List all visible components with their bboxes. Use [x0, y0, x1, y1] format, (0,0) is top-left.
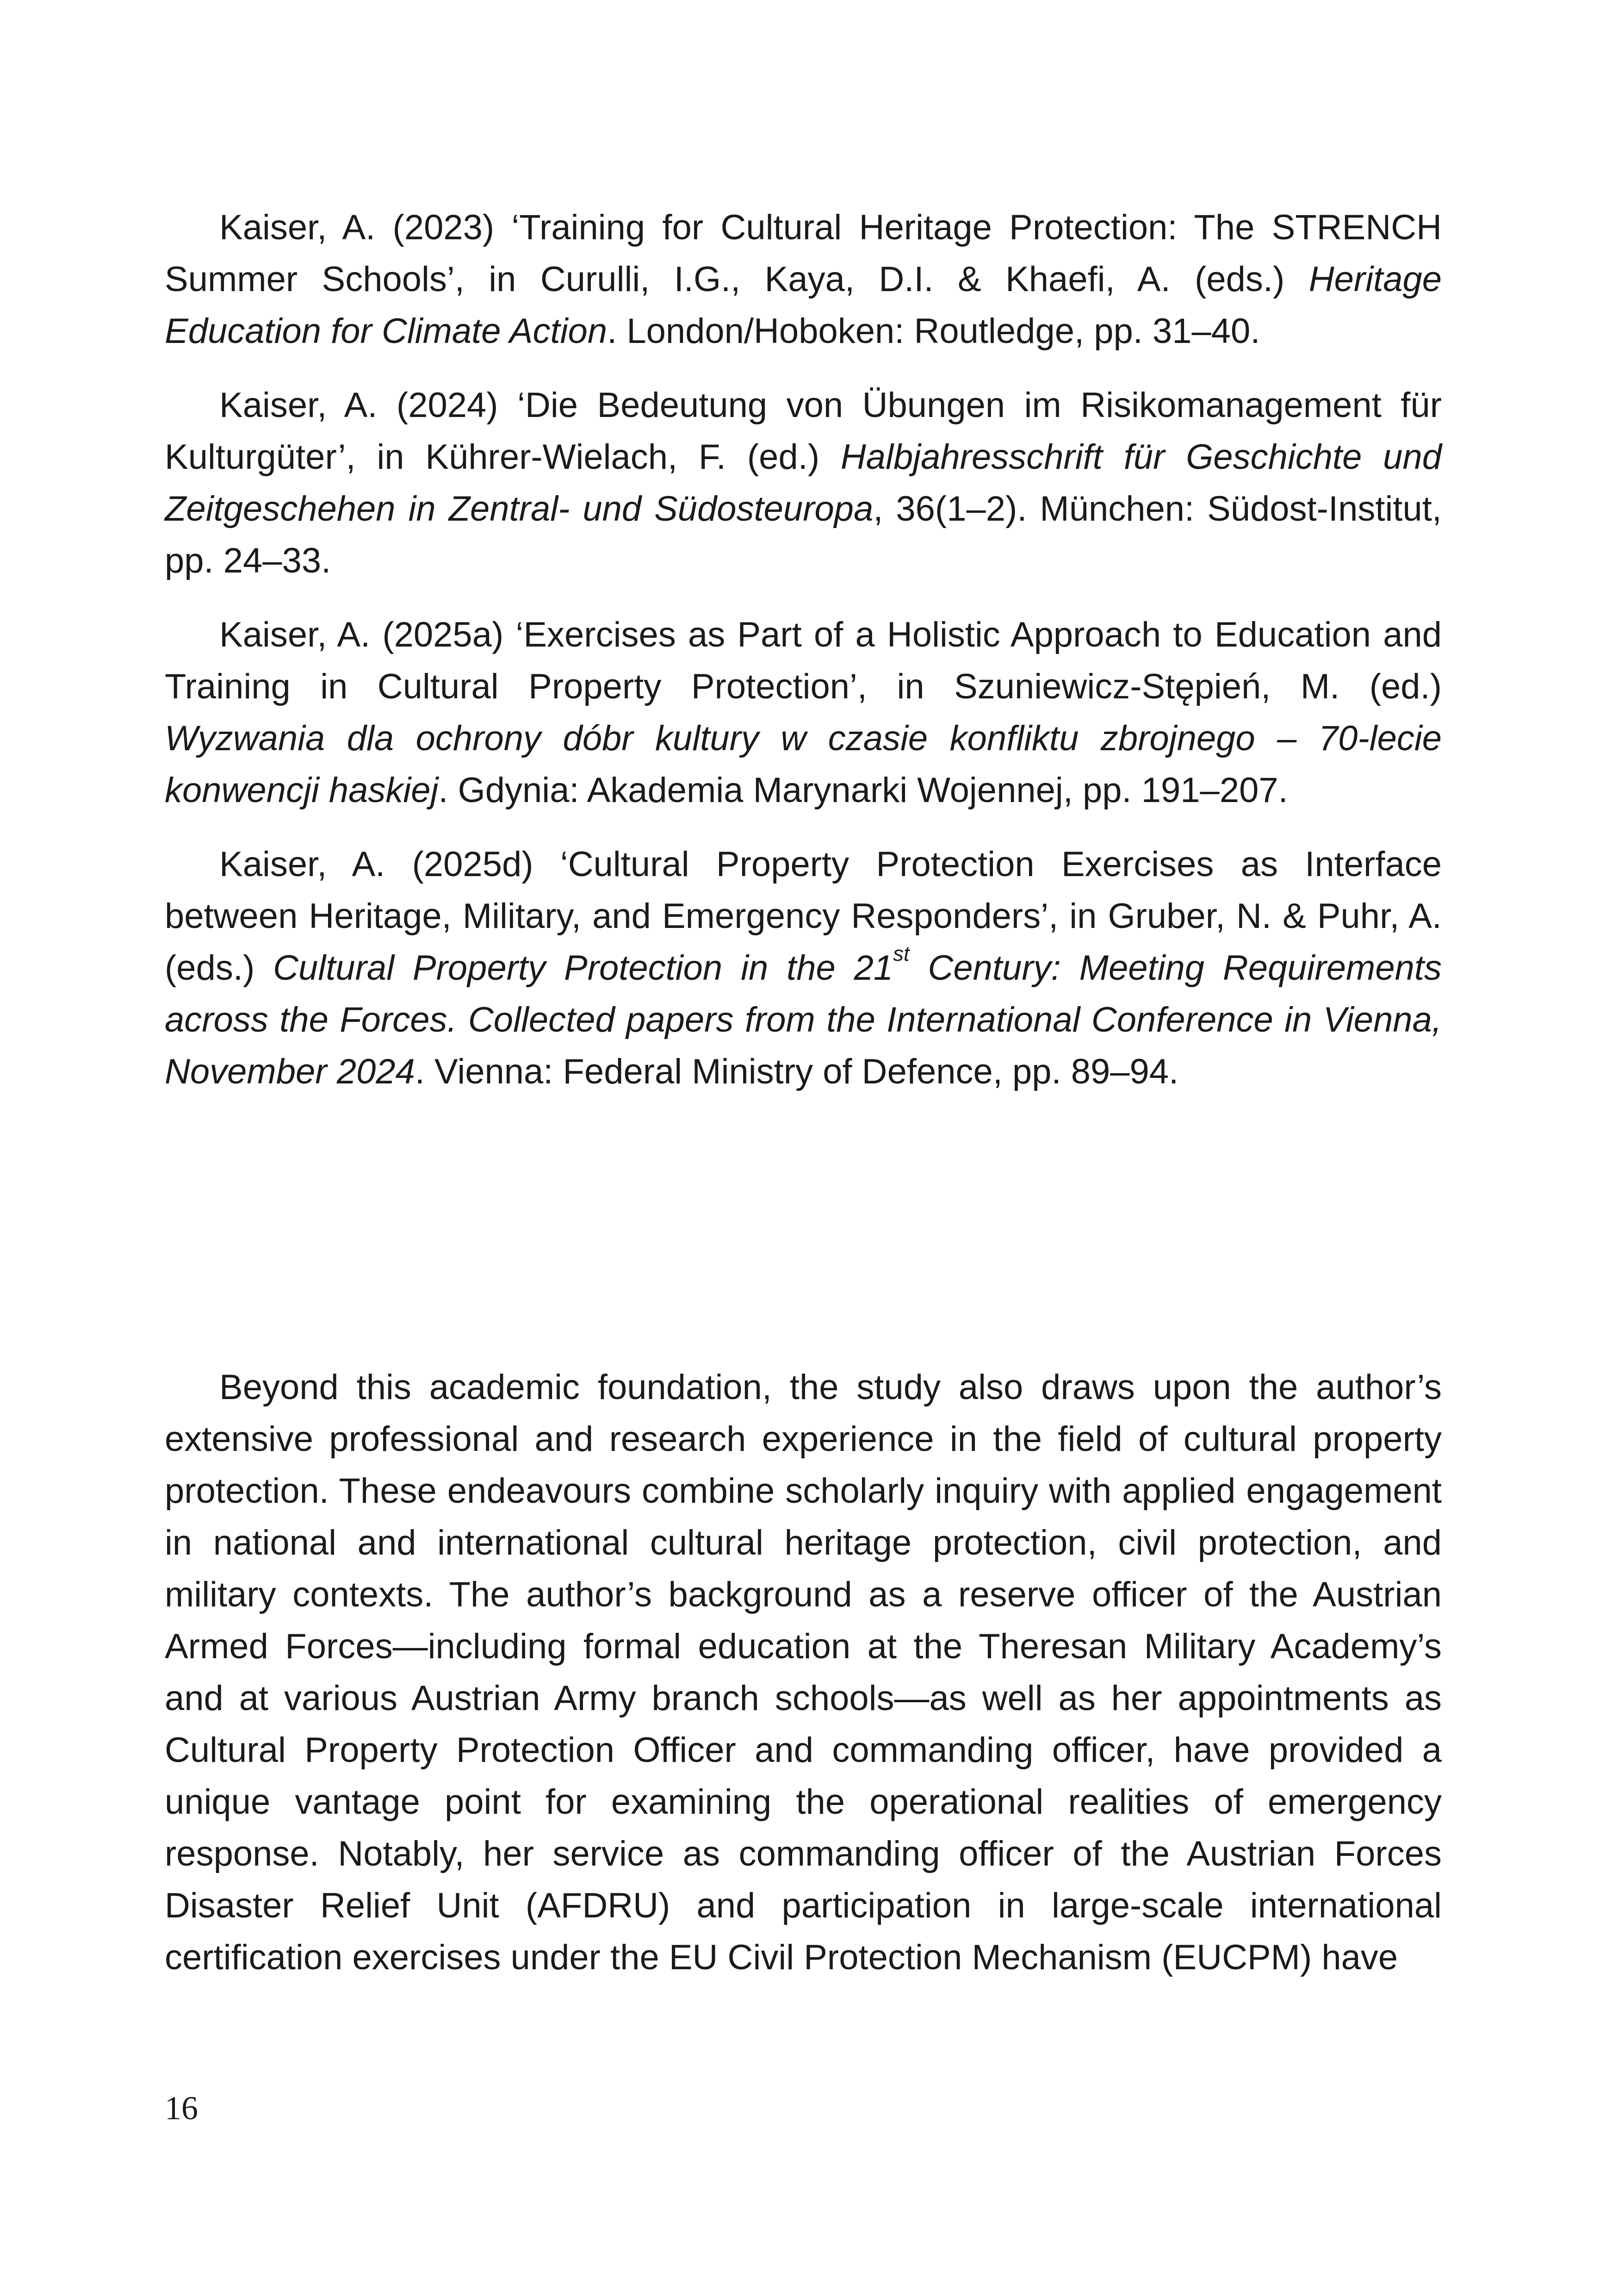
reference-entry: [165, 380, 1442, 587]
body-paragraph: Beyond this academic foundation, the study also draws upon the author’s extensive professional and research experience in the field of cultural property protection. These endeavours combine scholarly inquiry with applied engagement in national and international cultural heritage protection, civil protection, and military contexts. The author’s background as a reserve officer of the Austrian Armed Forces—including formal education at the Theresan Military Academy’s and at various Austrian Army branch schools—as well as her appointments as Cultural Property Protection Officer and commanding officer, have provided a unique vantage point for examining the operational realities of emergency response. Notably, her service as commanding officer of the Austrian Forces Disaster Relief Unit (AFDRU) and participation in large-scale international certification exercises under the EU Civil Protection Mechanism (EUCPM) have: [165, 1368, 1442, 1977]
page-number: 16: [165, 2090, 198, 2127]
reference-text: Kaiser, A. (2025a) ‘Exercises as Part of a Holistic Approach to Education and Training in Cultural Property Protection’, in Szuniewicz-Stępień, M. (ed.): [165, 615, 1442, 706]
reference-entry: [165, 609, 1442, 816]
ordinal-superscript: st: [893, 941, 910, 965]
reference-title: Halbjahresschrift für Geschichte und Zeitgeschehen in Zentral- und Südosteuropa: [165, 437, 1442, 529]
reference-text: . London/Hoboken: Routledge, pp. 31–40.: [607, 311, 1260, 351]
reference-text: Kaiser, A. (2023) ‘Training for Cultural Heritage Protection: The STRENCH Summer Schools’, in Curulli, I.G., Kaya, D.I. & Khaefi, A. (eds.): [165, 208, 1442, 299]
reference-entry: [165, 202, 1442, 357]
reference-title-part: Cultural Property Protection in the 21: [273, 948, 893, 988]
reference-text: , 36(1–2). München: Südost-Institut, pp. 24–33.: [165, 489, 1442, 580]
reference-text: . Gdynia: Akademia Marynarki Wojennej, pp. 191–207.: [438, 771, 1288, 810]
reference-title-part: Century: Meeting Requirements across the Forces. Collected papers from the International Conference in Vienna, November 2024: [165, 948, 1442, 1091]
reference-title: Heritage Education for Climate Action: [165, 260, 1442, 351]
reference-list: [165, 202, 1442, 1098]
reference-title: Wyzwania dla ochrony dóbr kultury w czasie konfliktu zbrojnego – 70-lecie konwencji haskiej: [165, 719, 1442, 810]
reference-entry: [165, 839, 1442, 1098]
reference-text: Kaiser, A. (2025d) ‘Cultural Property Protection Exercises as Interface between Heritage, Military, and Emergency Responders’, in Gruber, N. & Puhr, A. (eds.): [165, 845, 1442, 988]
body-section: [165, 1362, 1442, 1984]
reference-text: Kaiser, A. (2024) ‘Die Bedeutung von Übungen im Risikomanagement für Kulturgüter’, in Kührer-Wielach, F. (ed.): [165, 386, 1442, 477]
reference-text: . Vienna: Federal Ministry of Defence, pp. 89–94.: [415, 1052, 1179, 1091]
